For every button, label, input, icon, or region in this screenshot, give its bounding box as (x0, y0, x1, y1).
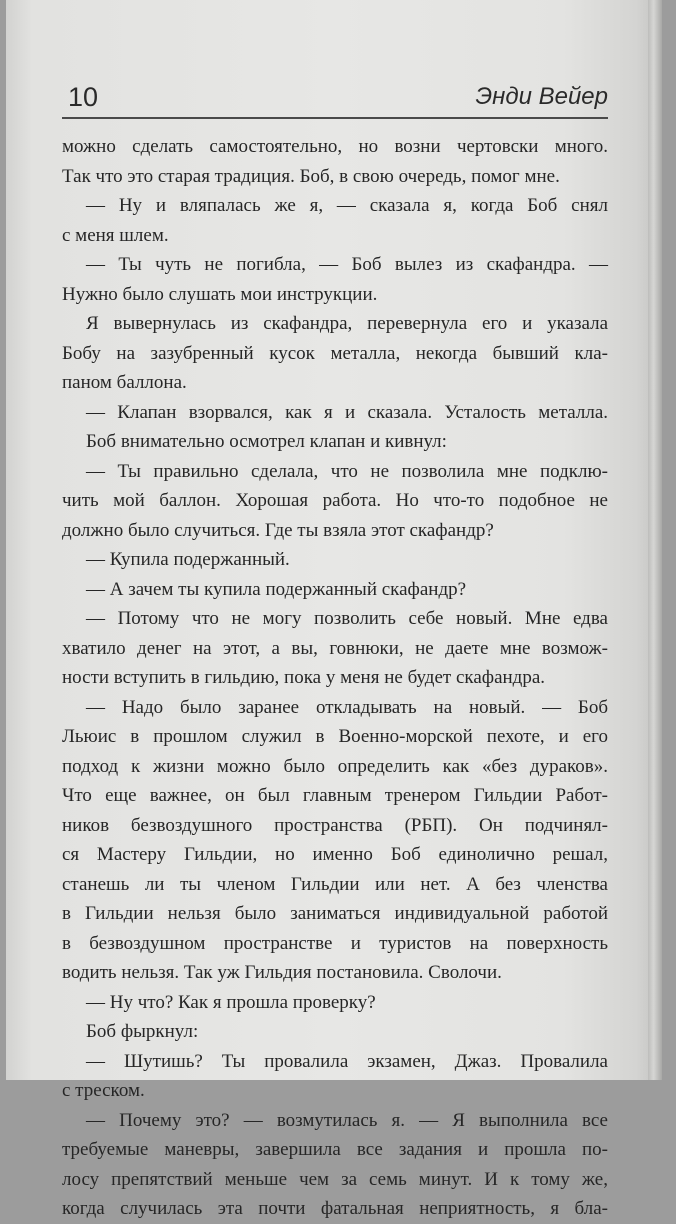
text-line: можно сделать самостоятельно, но возни чертовски много. (62, 136, 608, 157)
text-line: — Ты чуть не погибла, — Боб вылез из скафандра. — (86, 254, 608, 275)
text-line: — Ты правильно сделала, что не позволила мне подклю- (86, 460, 608, 482)
text-line: хватило денег на этот, а вы, говнюки, не даете мне возмож- (62, 637, 608, 659)
text-line: Боб внимательно осмотрел клапан и кивнул: (86, 431, 447, 452)
text-line: требуемые маневры, завершила все задания и прошла по- (62, 1139, 608, 1160)
running-title: Энди Вейер (475, 83, 608, 110)
text-line: Бобу на зазубренный кусок металла, некогда бывший кла- (62, 342, 608, 364)
text-line: в безвоздушном пространстве и туристов на поверхность (62, 932, 608, 954)
text-line: — Купила подержанный. (86, 549, 290, 570)
text-line: ности вступить в гильдию, пока у меня не будет скафандра. (62, 667, 546, 688)
text-line: ников безвоздушного пространства (РБП). Он подчинял- (62, 814, 608, 836)
text-line: должно было случиться. Где ты взяла этот скафандр? (62, 519, 494, 541)
text-line: водить нельзя. Так уж Гильдия постановила. Сволочи. (62, 962, 502, 983)
text-line: в Гильдии нельзя было заниматься индивидуальной работой (62, 903, 608, 924)
text-line: ся Мастеру Гильдии, но именно Боб единолично решал, (62, 844, 608, 865)
text-line: лосу препятствий меньше чем за семь минут. И к тому же, (62, 1168, 608, 1190)
text-line: с меня шлем. (62, 224, 169, 246)
body-text (62, 132, 608, 1224)
text-line: — А зачем ты купила подержанный скафандр? (86, 578, 467, 600)
text-line: Боб фыркнул: (86, 1021, 199, 1042)
text-line: — Ну и вляпалась же я, — сказала я, когда Боб снял (86, 195, 608, 216)
text-line: Нужно было слушать мои инструкции. (62, 283, 378, 305)
text-line: с треском. (62, 1080, 145, 1101)
text-line: станешь ли ты членом Гильдии или нет. А без членства (62, 873, 608, 895)
text-line: Льюис в прошлом служил в Военно-морской пехоте, и его (62, 726, 608, 747)
text-line: Что еще важнее, он был главным тренером Гильдии Работ- (62, 785, 608, 806)
page-edge-shadow (648, 0, 662, 1080)
text-line: — Шутишь? Ты провалила экзамен, Джаз. Провалила (86, 1050, 608, 1072)
page-number: 10 (68, 82, 99, 112)
text-line: паном баллона. (62, 372, 187, 393)
text-line: — Надо было заранее откладывать на новый. — Боб (86, 696, 608, 718)
text-line: — Клапан взорвался, как я и сказала. Усталость металла. (86, 401, 608, 423)
header-rule (62, 117, 608, 119)
text-line: Я вывернулась из скафандра, перевернула его и указала (86, 313, 608, 334)
page-header (62, 80, 608, 114)
text-line: — Потому что не могу позволить себе новый. Мне едва (86, 608, 608, 629)
text-line: — Почему это? — возмутилась я. — Я выполнила все (86, 1109, 608, 1131)
text-line: когда случилась эта почти фатальная неприятность, я бла- (62, 1198, 608, 1219)
text-line: Так что это старая традиция. Боб, в свою очередь, помог мне. (62, 165, 560, 187)
text-line: — Ну что? Как я прошла проверку? (86, 991, 376, 1013)
text-line: подход к жизни можно было определить как «без дураков». (62, 755, 608, 777)
text-line: чить мой баллон. Хорошая работа. Но что-то подобное не (62, 490, 608, 511)
